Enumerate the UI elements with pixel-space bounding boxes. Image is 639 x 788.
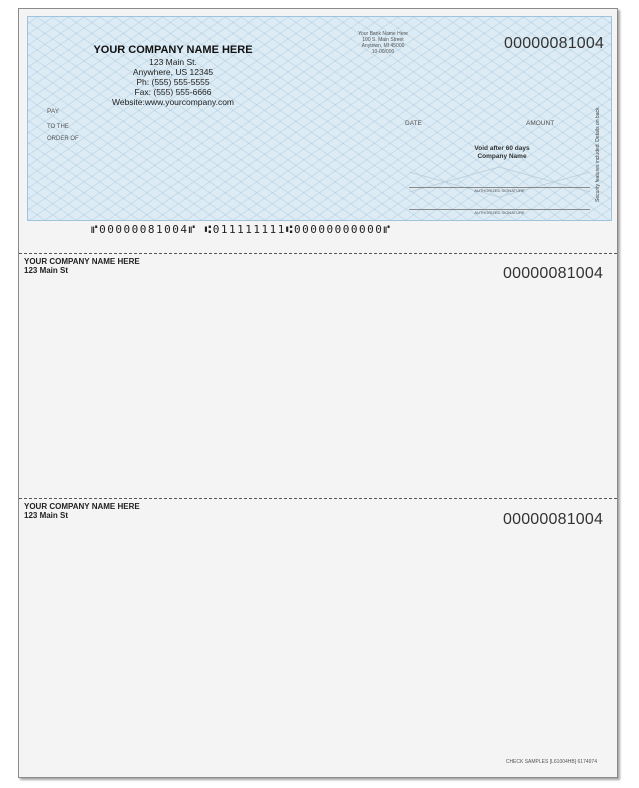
- to-the-label: TO THE: [47, 124, 69, 130]
- check-sheet: [18, 8, 618, 778]
- company-block: [83, 44, 263, 107]
- stub2-company: [24, 502, 140, 520]
- company-address-line: Anywhere, US 12345: [132, 67, 214, 77]
- stub1-company: [24, 257, 140, 275]
- company-name: YOUR COMPANY NAME HERE: [93, 44, 253, 56]
- stub1-address: 123 Main St: [24, 266, 69, 275]
- stub1-check-number: 00000081004: [503, 265, 604, 282]
- amount-label: AMOUNT: [526, 120, 555, 127]
- bank-street: 100 S. Main Street: [362, 37, 404, 43]
- bank-block: [343, 31, 423, 55]
- order-of-label: ORDER OF: [47, 136, 79, 142]
- micr-line: ⑈00000081004⑈ ⑆011111111⑆00000000000⑈: [91, 223, 392, 236]
- bank-city: Anytown, MI 45000: [361, 43, 405, 49]
- bank-name: Your Bank Name Here: [358, 31, 408, 37]
- company-phone: Ph: (555) 555-5555: [136, 77, 210, 87]
- perforation-line: [19, 498, 617, 499]
- security-features-note: Security features included. Details on back.: [595, 106, 601, 202]
- footer-sample-code: CHECK SAMPLES [L61004HB] 6174974: [505, 759, 597, 765]
- signature-label-2: AUTHORIZED SIGNATURE: [474, 210, 525, 215]
- stub1-company-name: YOUR COMPANY NAME HERE: [24, 257, 140, 266]
- company-address-line: 123 Main St.: [149, 57, 197, 67]
- perforation-line: [19, 253, 617, 254]
- pay-label: PAY: [47, 108, 60, 115]
- void-text: Void after 60 days: [474, 145, 530, 152]
- company-website: Website:www.yourcompany.com: [111, 97, 235, 107]
- stub2-company-name: YOUR COMPANY NAME HERE: [24, 502, 140, 511]
- check-face: [27, 16, 612, 221]
- stub2-check-number: 00000081004: [503, 511, 604, 528]
- company-fax: Fax: (555) 555-6666: [134, 87, 212, 97]
- signature-label-1: AUTHORIZED SIGNATURE: [474, 188, 525, 193]
- signature-wave-pattern: [409, 147, 590, 217]
- bank-fraction: 10-00/000: [371, 49, 395, 55]
- void-company: Company Name: [477, 153, 527, 160]
- stub2-address: 123 Main St: [24, 511, 69, 520]
- check-number: 00000081004: [504, 35, 605, 52]
- date-label: DATE: [405, 120, 422, 127]
